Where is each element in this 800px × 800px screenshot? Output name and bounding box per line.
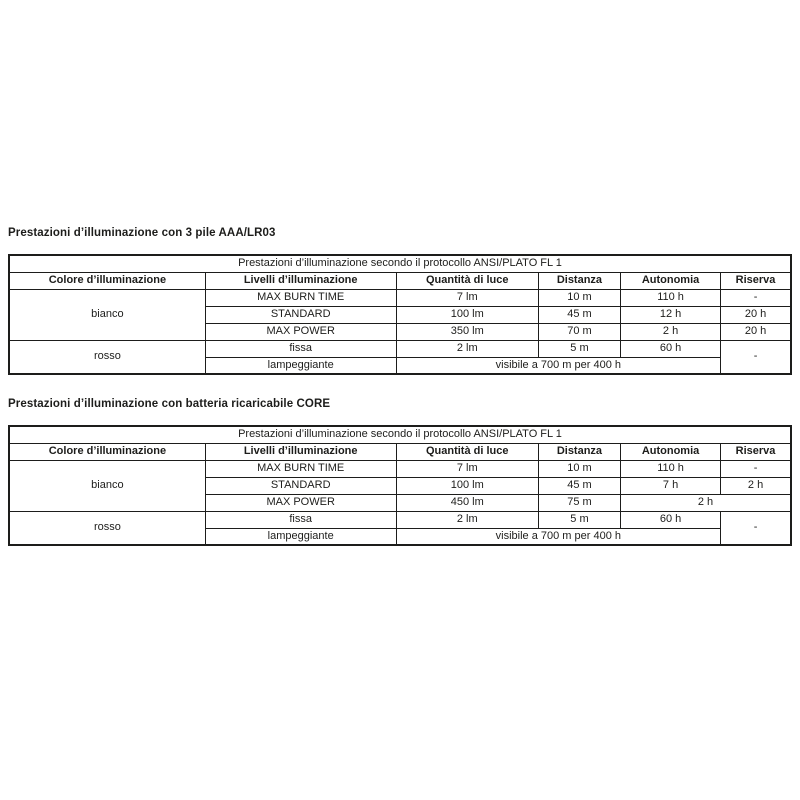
level-cell: STANDARD bbox=[205, 306, 396, 323]
table-cell: 110 h bbox=[621, 289, 721, 306]
table-cell: 2 h bbox=[721, 477, 791, 494]
table-cell: 2 h bbox=[621, 494, 792, 511]
color-cell-bianco: bianco bbox=[9, 289, 205, 340]
table-cell: 2 h bbox=[621, 323, 721, 340]
table-title-core: Prestazioni d’illuminazione con batteria ricaricabile CORE bbox=[8, 398, 331, 410]
level-cell: fissa bbox=[205, 340, 396, 357]
table-cell: 2 lm bbox=[396, 511, 538, 528]
section-aaa-batteries bbox=[8, 227, 792, 375]
performance-table-core bbox=[8, 425, 792, 546]
level-cell: fissa bbox=[205, 511, 396, 528]
table-cell: - bbox=[721, 340, 791, 374]
table-cell: 350 lm bbox=[396, 323, 538, 340]
column-header-autonomia: Autonomia bbox=[621, 443, 721, 460]
level-cell: MAX POWER bbox=[205, 494, 396, 511]
level-cell: lampeggiante bbox=[205, 528, 396, 545]
table-cell: - bbox=[721, 460, 791, 477]
column-header-livelli: Livelli d’illuminazione bbox=[205, 272, 396, 289]
table-cell: 450 lm bbox=[396, 494, 538, 511]
column-header-autonomia: Autonomia bbox=[621, 272, 721, 289]
color-cell-rosso: rosso bbox=[9, 511, 205, 545]
table-cell: visibile a 700 m per 400 h bbox=[396, 528, 721, 545]
column-header-row bbox=[9, 272, 791, 289]
color-cell-bianco: bianco bbox=[9, 460, 205, 511]
level-cell: lampeggiante bbox=[205, 357, 396, 374]
table-cell: 100 lm bbox=[396, 477, 538, 494]
table-cell: 10 m bbox=[538, 460, 620, 477]
table-body-aaa bbox=[9, 289, 791, 374]
column-header-livelli: Livelli d’illuminazione bbox=[205, 443, 396, 460]
protocol-header-row bbox=[9, 255, 791, 272]
table-cell: 110 h bbox=[621, 460, 721, 477]
table-cell: 70 m bbox=[538, 323, 620, 340]
table-body-core bbox=[9, 460, 791, 545]
section-core-battery bbox=[8, 398, 792, 546]
column-header-riserva: Riserva bbox=[721, 272, 791, 289]
table-cell: 75 m bbox=[538, 494, 620, 511]
table-cell: - bbox=[721, 511, 791, 545]
table-row bbox=[9, 340, 791, 357]
table-cell: 2 lm bbox=[396, 340, 538, 357]
table-cell: 45 m bbox=[538, 306, 620, 323]
table-cell: visibile a 700 m per 400 h bbox=[396, 357, 721, 374]
protocol-header: Prestazioni d’illuminazione secondo il protocollo ANSI/PLATO FL 1 bbox=[9, 255, 791, 272]
column-header-distanza: Distanza bbox=[538, 272, 620, 289]
column-header-colore: Colore d’illuminazione bbox=[9, 443, 205, 460]
table-cell: 45 m bbox=[538, 477, 620, 494]
table-cell: 60 h bbox=[621, 511, 721, 528]
table-cell: 20 h bbox=[721, 306, 791, 323]
column-header-riserva: Riserva bbox=[721, 443, 791, 460]
color-cell-rosso: rosso bbox=[9, 340, 205, 374]
table-cell: 60 h bbox=[621, 340, 721, 357]
level-cell: MAX BURN TIME bbox=[205, 289, 396, 306]
table-cell: 100 lm bbox=[396, 306, 538, 323]
column-header-quantita: Quantità di luce bbox=[396, 272, 538, 289]
protocol-header-row bbox=[9, 426, 791, 443]
table-title-aaa: Prestazioni d’illuminazione con 3 pile AAA/LR03 bbox=[8, 227, 276, 239]
table-cell: 10 m bbox=[538, 289, 620, 306]
table-cell: 7 lm bbox=[396, 460, 538, 477]
table-cell: 20 h bbox=[721, 323, 791, 340]
protocol-header: Prestazioni d’illuminazione secondo il protocollo ANSI/PLATO FL 1 bbox=[9, 426, 791, 443]
table-row bbox=[9, 289, 791, 306]
table-cell: 7 h bbox=[621, 477, 721, 494]
table-cell: 5 m bbox=[538, 340, 620, 357]
performance-table-aaa bbox=[8, 254, 792, 375]
column-header-distanza: Distanza bbox=[538, 443, 620, 460]
column-header-quantita: Quantità di luce bbox=[396, 443, 538, 460]
table-row bbox=[9, 511, 791, 528]
table-cell: - bbox=[721, 289, 791, 306]
level-cell: STANDARD bbox=[205, 477, 396, 494]
table-cell: 5 m bbox=[538, 511, 620, 528]
table-row bbox=[9, 460, 791, 477]
column-header-row bbox=[9, 443, 791, 460]
column-header-colore: Colore d’illuminazione bbox=[9, 272, 205, 289]
table-cell: 7 lm bbox=[396, 289, 538, 306]
level-cell: MAX POWER bbox=[205, 323, 396, 340]
level-cell: MAX BURN TIME bbox=[205, 460, 396, 477]
table-cell: 12 h bbox=[621, 306, 721, 323]
